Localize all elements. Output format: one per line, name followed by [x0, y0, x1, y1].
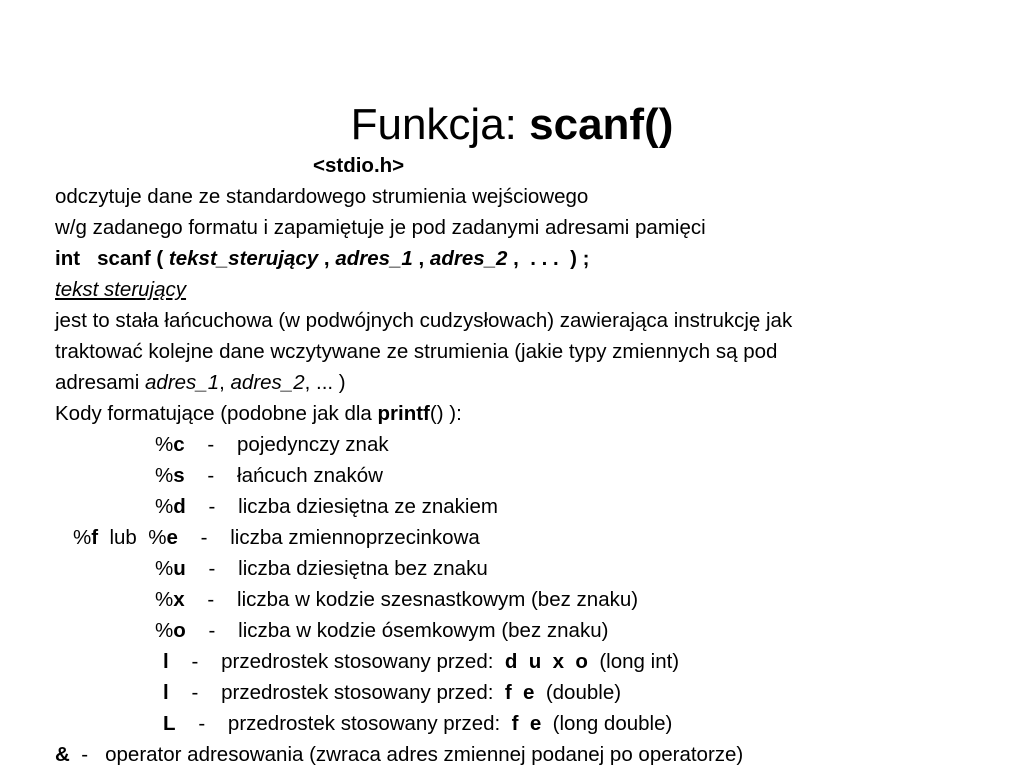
- prefix-L-long-double: L - przedrostek stosowany przed: f e (long double): [163, 712, 673, 735]
- format-code-o: %o - liczba w kodzie ósemkowym (bez znaku): [155, 619, 609, 642]
- header-library: <stdio.h>: [313, 154, 405, 177]
- signature-param-adres1: adres_1: [335, 247, 413, 270]
- format-code-s: %s - łańcuch znaków: [155, 464, 383, 487]
- signature-param-control: tekst_sterujący: [168, 247, 319, 270]
- control-text-heading: tekst sterujący: [55, 278, 187, 301]
- format-code-f-e: %f lub %e - liczba zmiennoprzecinkowa: [73, 526, 480, 549]
- format-code-c: %c - pojedynczy znak: [155, 433, 389, 456]
- description-line-2: w/g zadanego formatu i zapamiętuje je pod zadanymi adresami pamięci: [55, 216, 706, 239]
- description-line-1: odczytuje dane ze standardowego strumienia wejściowego: [55, 185, 589, 208]
- prefix-l-double: l - przedrostek stosowany przed: f e (double): [163, 681, 622, 704]
- signature-param-adres2: adres_2: [429, 247, 508, 270]
- signature-return-type: int: [55, 247, 81, 270]
- function-signature: int scanf ( tekst_sterujący , adres_1 , adres_2 , . . . ) ;: [55, 247, 590, 270]
- format-codes-intro: Kody formatujące (podobne jak dla printf() ):: [55, 402, 462, 425]
- title-function-name: scanf(): [529, 100, 674, 150]
- control-text-line-1: jest to stała łańcuchowa (w podwójnych cudzysłowach) zawierająca instrukcję jak: [55, 309, 793, 332]
- control-text-line-3: adresami adres_1, adres_2, ... ): [55, 371, 346, 394]
- format-code-u: %u - liczba dziesiętna bez znaku: [155, 557, 488, 580]
- control-text-line-2: traktować kolejne dane wczytywane ze strumienia (jakie typy zmiennych są pod: [55, 340, 778, 363]
- format-code-d: %d - liczba dziesiętna ze znakiem: [155, 495, 498, 518]
- prefix-l-long-int: l - przedrostek stosowany przed: d u x o (long int): [163, 650, 680, 673]
- signature-name: scanf (: [97, 247, 164, 270]
- title-prefix: Funkcja:: [350, 100, 530, 150]
- address-operator: & - operator adresowania (zwraca adres zmiennej podanej po operatorze): [55, 743, 744, 766]
- slide-title: [0, 97, 1024, 153]
- format-code-x: %x - liczba w kodzie szesnastkowym (bez znaku): [155, 588, 639, 611]
